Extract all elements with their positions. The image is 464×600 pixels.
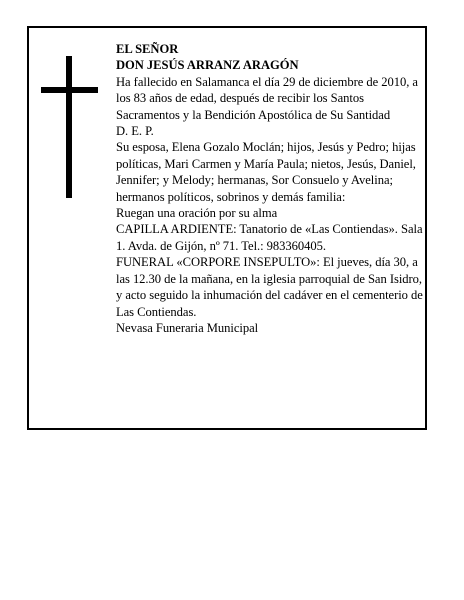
death-announcement: Ha fallecido en Salamanca el día 29 de diciembre de 2010, a los 83 años de edad, después de recibir los Santos Sacramentos y la Bendición Apostólica de Su Santidad	[116, 74, 418, 122]
funeral-home: Nevasa Funeraria Municipal	[116, 320, 259, 335]
notice-body	[116, 41, 428, 336]
cross-vertical-bar	[66, 56, 72, 198]
dep-abbreviation: D. E. P.	[116, 124, 154, 139]
cross-horizontal-bar	[41, 87, 98, 93]
deceased-name: DON JESÚS ARRANZ ARAGÓN	[116, 58, 299, 73]
prayer-request: Ruegan una oración por su alma	[116, 206, 278, 221]
notice-heading: EL SEÑOR	[116, 42, 179, 56]
chapel-info: CAPILLA ARDIENTE: Tanatorio de «Las Contiendas». Sala 1. Avda. de Gijón, nº 71. Tel.: 983360405.	[116, 222, 423, 253]
family-list: Su esposa, Elena Gozalo Moclán; hijos, Jesús y Pedro; hijas políticas, Mari Carmen y María Paula; nietos, Jesús, Daniel, Jennifer; y Melody; hermanas, Sor Consuelo y Avelina; hermanos políticos, sobrinos y demás familia:	[116, 140, 416, 204]
obituary-notice	[27, 26, 427, 430]
funeral-info: FUNERAL «CORPORE INSEPULTO»: El jueves, día 30, a las 12.30 de la mañana, en la iglesia parroquial de San Isidro, y acto seguido la inhumación del cadáver en el cementerio de Las Contiendas.	[116, 255, 423, 319]
